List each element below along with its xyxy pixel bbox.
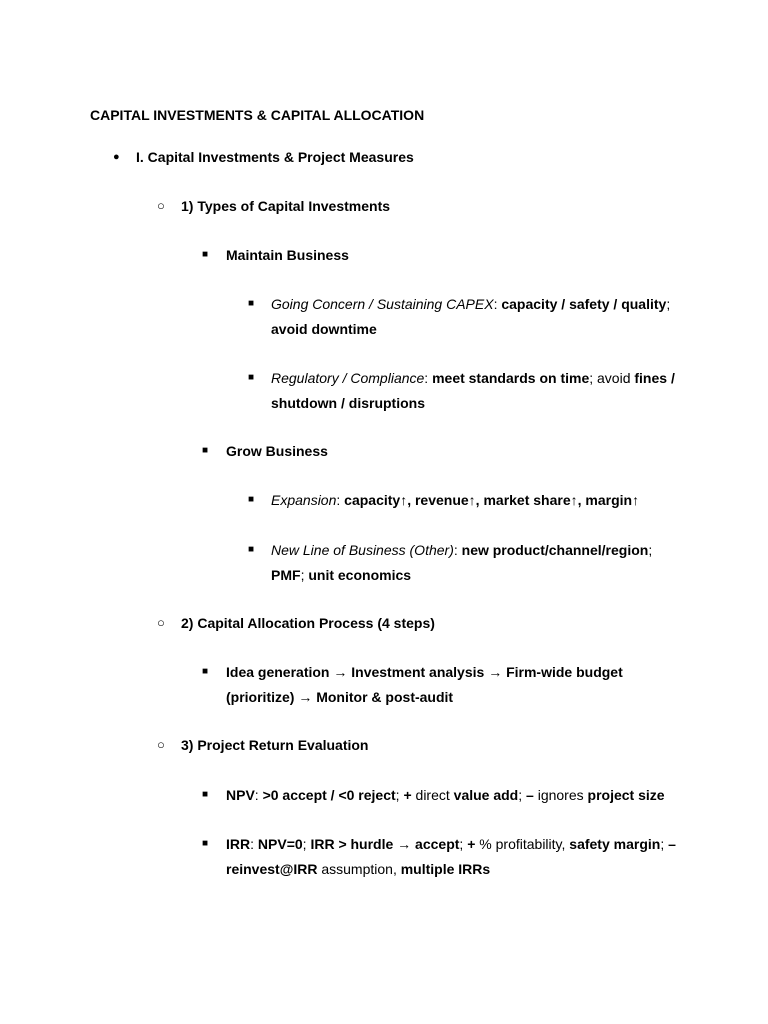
npv-rule: >0 accept / <0 reject	[262, 787, 396, 803]
list-item-capital-allocation-process	[157, 611, 721, 636]
bullet-circle-icon: ○	[157, 737, 165, 752]
bullet-square-icon: ■	[248, 494, 255, 505]
item-label: Expansion	[271, 492, 337, 508]
section-heading: I. Capital Investments & Project Measures	[136, 149, 414, 165]
irr-pro: safety margin	[569, 836, 661, 852]
item-separator: :	[493, 296, 502, 312]
irr-pro-marker: +	[467, 836, 476, 852]
item-detail: capacity / safety / quality	[501, 296, 667, 312]
list-item-project-return-evaluation	[157, 733, 721, 758]
subsection-heading: 1) Types of Capital Investments	[181, 198, 391, 214]
list-item-section-1	[113, 145, 716, 170]
bullet-circle-icon: ○	[157, 615, 165, 630]
irr-sep-4: ;	[660, 836, 669, 852]
list-item-going-concern	[248, 292, 691, 341]
bullet-disc-icon: ●	[113, 151, 120, 163]
irr-con-marker: –	[668, 836, 676, 852]
subsection-heading: 2) Capital Allocation Process (4 steps)	[181, 615, 435, 631]
npv-text-1: direct	[411, 787, 454, 803]
item-label: Going Concern / Sustaining CAPEX	[271, 296, 494, 312]
irr-definition: NPV=0	[257, 836, 303, 852]
irr-label: IRR	[226, 836, 251, 852]
irr-sep-3: ;	[459, 836, 468, 852]
category-heading: Maintain Business	[226, 247, 349, 263]
list-item-process-steps	[202, 660, 646, 709]
bullet-square-icon: ■	[202, 789, 209, 800]
npv-sep: :	[254, 787, 263, 803]
npv-label: NPV	[226, 787, 255, 803]
list-item-grow-business	[202, 439, 706, 464]
item-detail-3: unit economics	[308, 566, 412, 583]
npv-sep-2: ;	[395, 787, 404, 803]
irr-text-1: % profitability,	[475, 836, 570, 852]
list-item-new-line-of-business	[248, 538, 691, 587]
list-item-expansion	[248, 488, 701, 513]
list-item-maintain-business	[202, 243, 706, 268]
bullet-square-icon: ■	[202, 445, 209, 456]
npv-pro: value add	[453, 787, 519, 803]
item-detail: capacity↑, revenue↑, market share↑, margin↑	[344, 492, 640, 508]
irr-sep-2: ;	[302, 836, 311, 852]
document-title: CAPITAL INVESTMENTS & CAPITAL ALLOCATION	[90, 107, 425, 123]
npv-con: project size	[587, 787, 665, 803]
irr-rule: IRR > hurdle → accept	[310, 836, 460, 852]
list-item-irr	[202, 832, 676, 881]
item-detail-separator-2: ;	[300, 566, 309, 583]
process-steps-text: Idea generation → Investment analysis → Firm-wide budget (prioritize) → Monitor & post-audit	[226, 664, 623, 705]
item-separator: :	[336, 492, 345, 508]
list-item-npv	[202, 783, 726, 808]
item-label: New Line of Business (Other)	[271, 542, 454, 558]
item-label: Regulatory / Compliance	[271, 370, 425, 386]
item-detail: new product/channel/region	[461, 542, 649, 558]
item-detail-2: fines / shutdown / disruptions	[271, 370, 675, 411]
item-detail: meet standards on time	[432, 370, 590, 386]
bullet-square-icon: ■	[202, 838, 209, 849]
bullet-square-icon: ■	[202, 249, 209, 260]
npv-sep-3: ;	[518, 787, 527, 803]
npv-pro-marker: +	[403, 787, 412, 803]
category-heading: Grow Business	[226, 443, 328, 459]
bullet-square-icon: ■	[248, 298, 255, 309]
bullet-circle-icon: ○	[157, 198, 165, 213]
item-detail-separator: ; avoid	[589, 370, 635, 386]
npv-text-2: ignores	[533, 787, 588, 803]
irr-sep: :	[250, 836, 258, 852]
subsection-heading: 3) Project Return Evaluation	[181, 737, 369, 753]
item-detail-separator: ;	[648, 542, 653, 558]
irr-con-1: reinvest@IRR	[226, 860, 318, 877]
bullet-square-icon: ■	[248, 544, 255, 555]
bullet-square-icon: ■	[202, 666, 209, 677]
item-separator: :	[424, 370, 433, 386]
irr-con-2: multiple IRRs	[400, 860, 491, 877]
item-detail-2: PMF	[271, 566, 301, 583]
npv-con-marker: –	[526, 787, 534, 803]
list-item-types-of-capital-investments	[157, 194, 721, 219]
irr-text-2: assumption,	[317, 860, 401, 877]
item-detail-separator: ;	[666, 296, 671, 312]
bullet-square-icon: ■	[248, 372, 255, 383]
list-item-regulatory-compliance	[248, 366, 691, 415]
item-detail-2: avoid downtime	[271, 320, 377, 337]
item-separator: :	[453, 542, 462, 558]
